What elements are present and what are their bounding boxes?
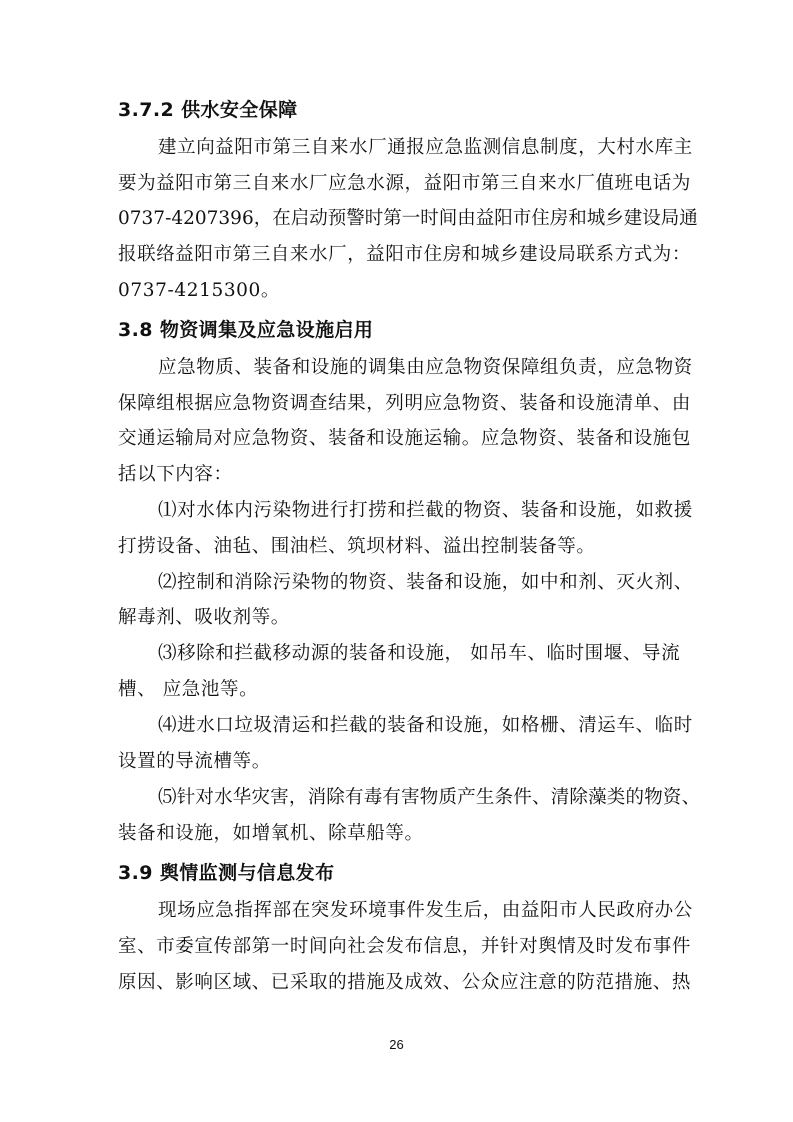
list-item-line: 槽、 应急池等。 <box>118 679 259 700</box>
paragraph-line: 原因、影响区域、已采取的措施及成效、公众应注意的防范措施、热 <box>118 972 692 993</box>
list-item-line: ⑷进水口垃圾清运和拦截的装备和设施，如格栅、清运车、临时 <box>158 715 693 736</box>
list-item-line: 打捞设备、油毡、围油栏、筑坝材料、溢出控制装备等。 <box>118 536 596 557</box>
paragraph-line: 应急物质、装备和设施的调集由应急物资保障组负责，应急物资 <box>158 357 693 378</box>
page-number: 26 <box>389 1037 404 1052</box>
paragraph-line: 报联络益阳市第三自来水厂，益阳市住房和城乡建设局联系方式为： <box>118 244 692 265</box>
section-heading-3-8: 3.8 物资调集及应急设施启用 <box>118 319 374 341</box>
list-item-line: 装备和设施，如增氧机、除草船等。 <box>118 823 424 844</box>
paragraph-line: 室、市委宣传部第一时间向社会发布信息，并针对舆情及时发布事件 <box>118 936 692 957</box>
section-heading-3-9: 3.9 舆情监测与信息发布 <box>118 862 335 884</box>
paragraph-line: 要为益阳市第三自来水厂应急水源，益阳市第三自来水厂值班电话为 <box>118 173 692 194</box>
list-item-line: ⑶移除和拦截移动源的装备和设施， 如吊车、临时围堰、导流 <box>158 643 681 664</box>
list-item-line: ⑵控制和消除污染物的物资、装备和设施，如中和剂、灭火剂、 <box>158 572 693 593</box>
paragraph-line: 0737-4207396，在启动预警时第一时间由益阳市住房和城乡建设局通 <box>118 208 698 229</box>
paragraph-line: 交通运输局对应急物资、装备和设施运输。应急物资、装备和设施包 <box>118 428 692 449</box>
list-item-line: 设置的导流槽等。 <box>118 751 271 772</box>
paragraph-line: 保障组根据应急物资调查结果，列明应急物资、装备和设施清单、由 <box>118 393 692 414</box>
list-item-line: ⑸针对水华灾害，消除有毒有害物质产生条件、清除藻类的物资、 <box>158 787 701 808</box>
paragraph-line: 0737-4215300。 <box>118 280 281 301</box>
paragraph-line: 括以下内容： <box>118 464 233 485</box>
list-item-line: 解毒剂、吸收剂等。 <box>118 607 290 628</box>
paragraph-line: 现场应急指挥部在突发环境事件发生后，由益阳市人民政府办公 <box>158 900 693 921</box>
list-item-line: ⑴对水体内污染物进行打捞和拦截的物资、装备和设施，如救援 <box>158 500 693 521</box>
section-heading-3-7-2: 3.7.2 供水安全保障 <box>118 99 298 121</box>
paragraph-line: 建立向益阳市第三自来水厂通报应急监测信息制度，大村水库主 <box>158 137 693 158</box>
